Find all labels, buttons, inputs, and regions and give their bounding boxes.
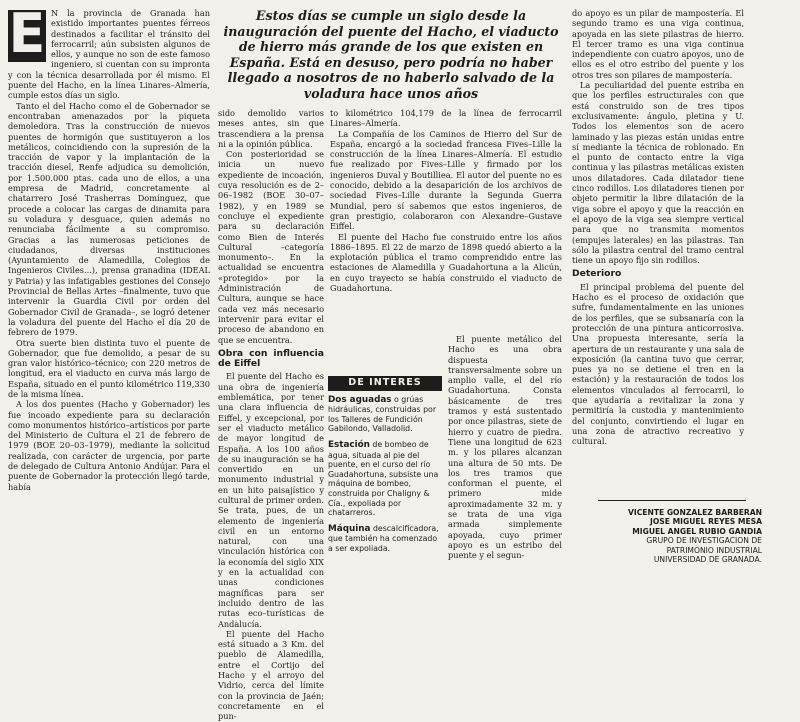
paragraph: sido demolido varios meses antes, sin que trascendiera a la prensa ni a la opinión pública. bbox=[218, 108, 324, 149]
subhead-eiffel: Obra con influencia de Eiffel bbox=[218, 347, 324, 370]
info-box-item: Estación de bombeo de agua, situada al pie del puente, en el curso del río Guadahortuna, subsiste una máquina de bombeo, construida por Chaligny & Cía., expoliada por chatarreros. bbox=[328, 439, 439, 518]
paragraph: La peculiaridad del puente estriba en que los perfiles estructurales con que está construido son de tres tipos exclusivamente: ángulo, pletina y U. Todos los elementos son de acero laminado y las piezas están unidas entre sí mediante la técnica de roblonado. En el punto de contacto entre la viga continua y las pilastras metálicas existen unos dilatadores. Cada dilatador tiene cinco rodillos. Los dilatadores tienen por objeto permitir la libre dilatación de la viga sobre el apoyo y que la reacción en el apoyo de la viga sea siempre vertical para que no transmita momentos (empujes laterales) en las pilastras. Tan sólo la pilastra central del tramo central tiene un apoyo fijo sin rodillos. bbox=[572, 80, 744, 266]
info-box-header: DE INTERES bbox=[328, 376, 442, 391]
signature bbox=[628, 508, 762, 564]
subhead-deterioro: Deterioro bbox=[572, 268, 622, 280]
author-name: MIGUEL ANGEL RUBIO GANDIA bbox=[632, 526, 762, 536]
paragraph: El puente del Hacho fue construido entre los años 1886–1895. El 22 de marzo de 1898 quedó abierto a la explotación pública el tramo comprendido entre las estaciones de Alamedilla y Guadahortuna a la Alicún, en cuyo trayecto se había construido el viaducto de Guadahortuna. bbox=[330, 231, 562, 294]
paragraph: La Compañía de los Caminos de Hierro del Sur de España, encargó a la sociedad francesa Fives–Lille la construcción de la línea Linares–Almería. El estudio fue realizado por Fives–Lille y firmado por los ingenieros Duval y Boutilliea. El autor del puente no es conocido, debido a la desaparición de los archivos de sociedad Fives–Lille durante la Segunda Guerra Mundial, pero sí sabemos que estos ingenieros, de gran prestigio, colaboraron con Alexandre–Gustave Eiffel. bbox=[330, 128, 562, 232]
author-affiliation: UNIVERSIDAD DE GRANADA. bbox=[653, 555, 762, 565]
paragraph: to kilométrico 104,179 de la línea de ferrocarril Linares–Almería. bbox=[330, 108, 562, 129]
lead-paragraph: E N la provincia de Granada han existido importantes puentes férreos destinados a facilitar el tránsito del ferrocarril; aún subsisten algunos de ellos, y aunque no son de este famoso ingeniero, si cuentan con su impronta y con la técnica desarrollada por él mismo. El puente del Hacho, en la línea Linares–Almería, cumple estos días un siglo. bbox=[8, 2, 210, 101]
drop-cap: E bbox=[8, 2, 46, 65]
info-box-item: Máquina descalcificadora, que también ha comenzado a ser expoliada. bbox=[328, 523, 439, 553]
author-affiliation: PATRIMONIO INDUSTRIAL bbox=[666, 545, 762, 555]
paragraph: El principal problema del puente del Hacho es el proceso de oxidación que sufre, fundamentalmente en las uniones de los perfiles, que se subsanaría con la protección de una pintura anticorrosiva. Una propuesta interesante, sería la apertura de un restaurante y una sala de exposición (la cantina tuvo que cerrar, pues ya no se detiene el tren en la estación) y la restauración de todos los elementos vinculados al ferrocarril, lo que ayudaría a revitalizar la zona y permitiría la custodia y mantenimiento del conjunto, convirtiendo el lugar en una zona de atractivo recreativo y cultural. bbox=[572, 281, 744, 447]
info-box bbox=[328, 376, 442, 560]
paragraph: Otra suerte bien distinta tuvo el puente de Gobernador, que fue demolido, a pesar de su gran valor histórico–técnico; con 220 metros de longitud, era el viaducto en curva más largo de España, situado en el punto kilométrico 119,330 de la misma línea. bbox=[8, 337, 210, 399]
author-name: VICENTE GONZALEZ BARBERAN bbox=[628, 508, 762, 517]
info-box-item: Dos aguadas o grúas hidráulicas, construidas por los Talleres de Fundición Gabilondo, Valladolid. bbox=[328, 394, 437, 434]
headline-deck: Estos días se cumple un siglo desde la inauguración del puente del Hacho, el viaducto de hierro más grande de los que existen en España. Está en desuso, pero podría no haber llegado a nosotros de no haberlo salvado de la voladura hace unos años bbox=[223, 8, 559, 101]
column-2 bbox=[218, 108, 324, 722]
column-4 bbox=[572, 8, 744, 446]
paragraph: El puente del Hacho está situado a 3 Km. del pueblo de Alamedilla, entre el Cortijo del Hacho y el arroyo del Vidrio, cerca del límite con la provincia de Jaén; concretamente en el pun- bbox=[218, 628, 324, 722]
column-3b bbox=[448, 334, 562, 561]
paragraph: A los dos puentes (Hacho y Gobernador) les fue incoado expediente para su declaración como monumentos histórico–artísticos por parte del Ministerio de Cultura el 21 de febrero de 1979 (BOE 20–03–1979), mediante la solicitud realizada, con carácter de urgencia, por parte de delegado de Cultura Antonio Andújar. Para el puente de Gobernador la protección llegó tarde, había bbox=[8, 399, 210, 492]
signature-divider bbox=[598, 500, 746, 501]
author-affiliation: GRUPO DE INVESTIGACION DE bbox=[646, 536, 762, 546]
paragraph: do apoyo es un pilar de mampostería. El segundo tramo es una viga continua, apoyada en las siete pilastras de hierro. El tercer tramo es una viga continua independiente con cuatro apoyos, uno de ellos es el otro estribo del puente y los otros tres son pilares de mampostería. bbox=[572, 8, 744, 80]
column-1 bbox=[8, 2, 210, 492]
column-3 bbox=[330, 108, 562, 293]
paragraph: El puente metálico del Hacho es una obra dispuesta transversalmente sobre un amplio valle, el del río Guadahortuna. Consta básicamente de tres tramos y está sustentado por once pilastras, siete de hierro y cuatro de piedra. Tiene una longitud de 623 m. y los pilares alcanzan una altura de 50 mts. De los tres tramos que conforman el puente, el primero mide aproximadamente 32 m. y se trata de una viga armada simplemente apoyada, cuyo primer apoyo es un estribo del puente y el segun- bbox=[448, 334, 562, 561]
author-name: JOSE MIGUEL REYES MESA bbox=[650, 517, 762, 527]
paragraph: Tanto el del Hacho como el de Gobernador se encontraban amenazados por la piqueta demoledora. Tras la construcción de nuevos puentes de hormigón que sustituyeron a los metálicos, coincidiendo con la supresión de la tracción de vapor y la implantación de la tracción diesel, Renfe adjudica su demolición, por 1.500.000 ptas. cada uno de ellos, a una empresa de Madrid, concretamente al chatarrero José Trasherras Domínguez, que procede a colocar las cargas de dinamita para su voladura y desguace, quien además no renunciaba fácilmente a su compromiso. Gracias a las numerosas peticiones de ciudadanos, diversas instituciones (Ayuntamiento de Alamedilla, Colegios de Ingenieros Civiles...), prensa granadina (IDEAL y Patria) y las infatigables gestiones del Consejo Provincial de Bellas Artes –finalmente, tuvo que intervenir la Guardia Civil por orden del Gobernador Civil de Granada–, se logró detener la voladura del puente del Hacho el día 20 de febrero de 1979. bbox=[8, 100, 210, 338]
paragraph: Con posterioridad se inicia un nuevo expediente de incoación, cuya resolución es de 2–06–1982 (BOE 30–07–1982), y en 1989 se concluye el expediente para su declaración como Bien de Interés Cultural –categoría monumento–. En la actualidad se encuentra «protegido» por la Administración de Cultura, aunque se hace cada vez más necesario intervenir para evitar el proceso de abandono en que se encuentra. bbox=[218, 149, 324, 345]
paragraph: El puente del Hacho es una obra de ingeniería emblemática, por tener una clara influencia de Eiffel, y excepcional, por ser el viaducto metálico de mayor longitud de España. A los 100 años de su inauguración se ha convertido en un monumento industrial y en un hito paisajístico y cultural de primer orden. Se trata, pues, de un elemento de ingeniería civil en un entorno natural, con una vinculación histórica con la economía del siglo XIX y en la actualidad con unas condiciones magníficas para ser incluido dentro de las rutas eco–turísticas de Andalucía. bbox=[218, 371, 324, 629]
